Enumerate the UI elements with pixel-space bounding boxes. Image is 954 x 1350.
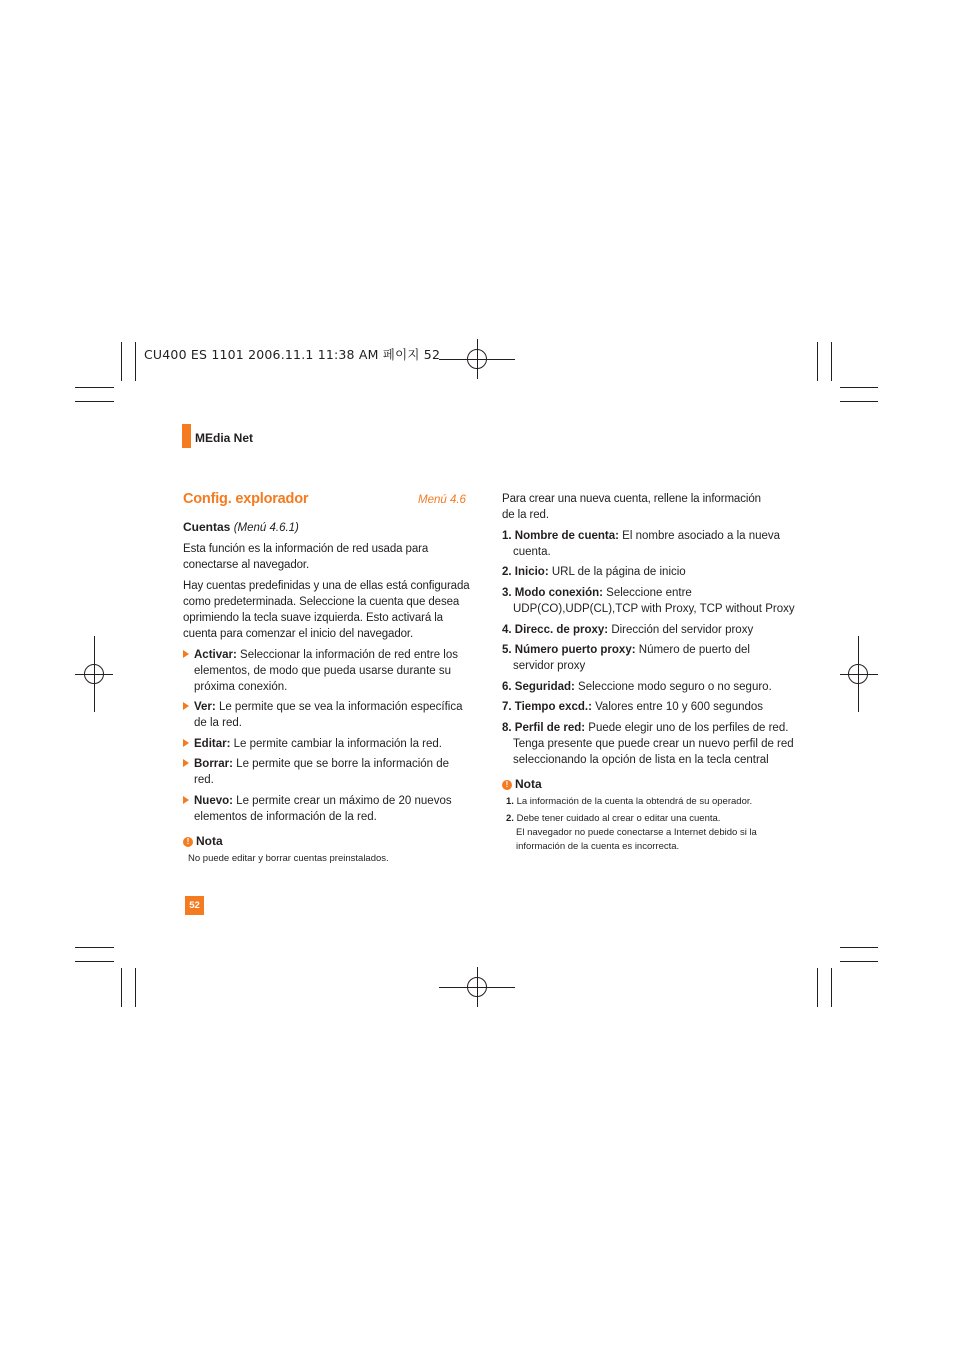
- arrow-icon: [183, 650, 189, 658]
- print-slug: CU400 ES 1101 2006.11.1 11:38 AM 페이지 52: [144, 347, 441, 362]
- page-number: 52: [185, 896, 204, 915]
- list-item-inicio: 2. Inicio: URL de la página de inicio: [502, 566, 686, 578]
- arrow-icon: [183, 702, 189, 710]
- note-icon: !: [183, 837, 193, 847]
- arrow-icon: [183, 739, 189, 747]
- note-title: Nota: [196, 834, 223, 848]
- note-title: Nota: [515, 777, 542, 791]
- page-title: Config. explorador: [183, 491, 309, 507]
- note-text: No puede editar y borrar cuentas preinstalados.: [188, 853, 389, 864]
- list-item-puerto: 5. Número puerto proxy: Número de puerto del servidor proxy: [502, 644, 750, 672]
- list-item-nombre: 1. Nombre de cuenta: El nombre asociado a la nueva cuenta.: [502, 530, 781, 558]
- list-item-tiempo: 7. Tiempo excd.: Valores entre 10 y 600 segundos: [502, 701, 764, 713]
- arrow-icon: [183, 796, 189, 804]
- list-item-proxy: 4. Direcc. de proxy: Dirección del servidor proxy: [502, 624, 754, 636]
- intro-paragraph: Esta función es la información de red usada para conectarse al navegador.: [183, 543, 429, 571]
- section-bar: [182, 424, 191, 448]
- note-item: 2. Debe tener cuidado al crear o editar una cuenta. El navegador no puede conectarse a Internet debido si la información de la cuenta es incorrecta.: [506, 813, 757, 852]
- subsection-title: [183, 520, 299, 534]
- list-item-modo: 3. Modo conexión: Seleccione entre UDP(CO),UDP(CL),TCP with Proxy, TCP without Proxy: [502, 587, 795, 615]
- note-item: 1. La información de la cuenta la obtendrá de su operador.: [506, 796, 753, 807]
- list-item-perfil: 8. Perfil de red: Puede elegir uno de los perfiles de red. Tenga presente que puede crear un nuevo perfil de red seleccionando la opción de lista en la tecla central: [502, 722, 794, 766]
- subsection-menu: (Menú 4.6.1): [233, 522, 299, 534]
- list-item-seguridad: 6. Seguridad: Seleccione modo seguro o no seguro.: [502, 681, 772, 693]
- arrow-icon: [183, 759, 189, 767]
- accounts-paragraph: Hay cuentas predefinidas y una de ellas está configurada como predeterminada. Seleccione la cuenta que desea oprimiendo la tecla suave izquierda. Esto activará la cuenta para comenzar el inicio del navegador.: [183, 580, 470, 640]
- subsection-label: Cuentas: [183, 520, 231, 534]
- section-label: MEdia Net: [195, 431, 254, 445]
- note-icon: !: [502, 780, 512, 790]
- menu-reference: Menú 4.6: [418, 494, 466, 506]
- right-intro: Para crear una nueva cuenta, rellene la información de la red.: [502, 493, 761, 521]
